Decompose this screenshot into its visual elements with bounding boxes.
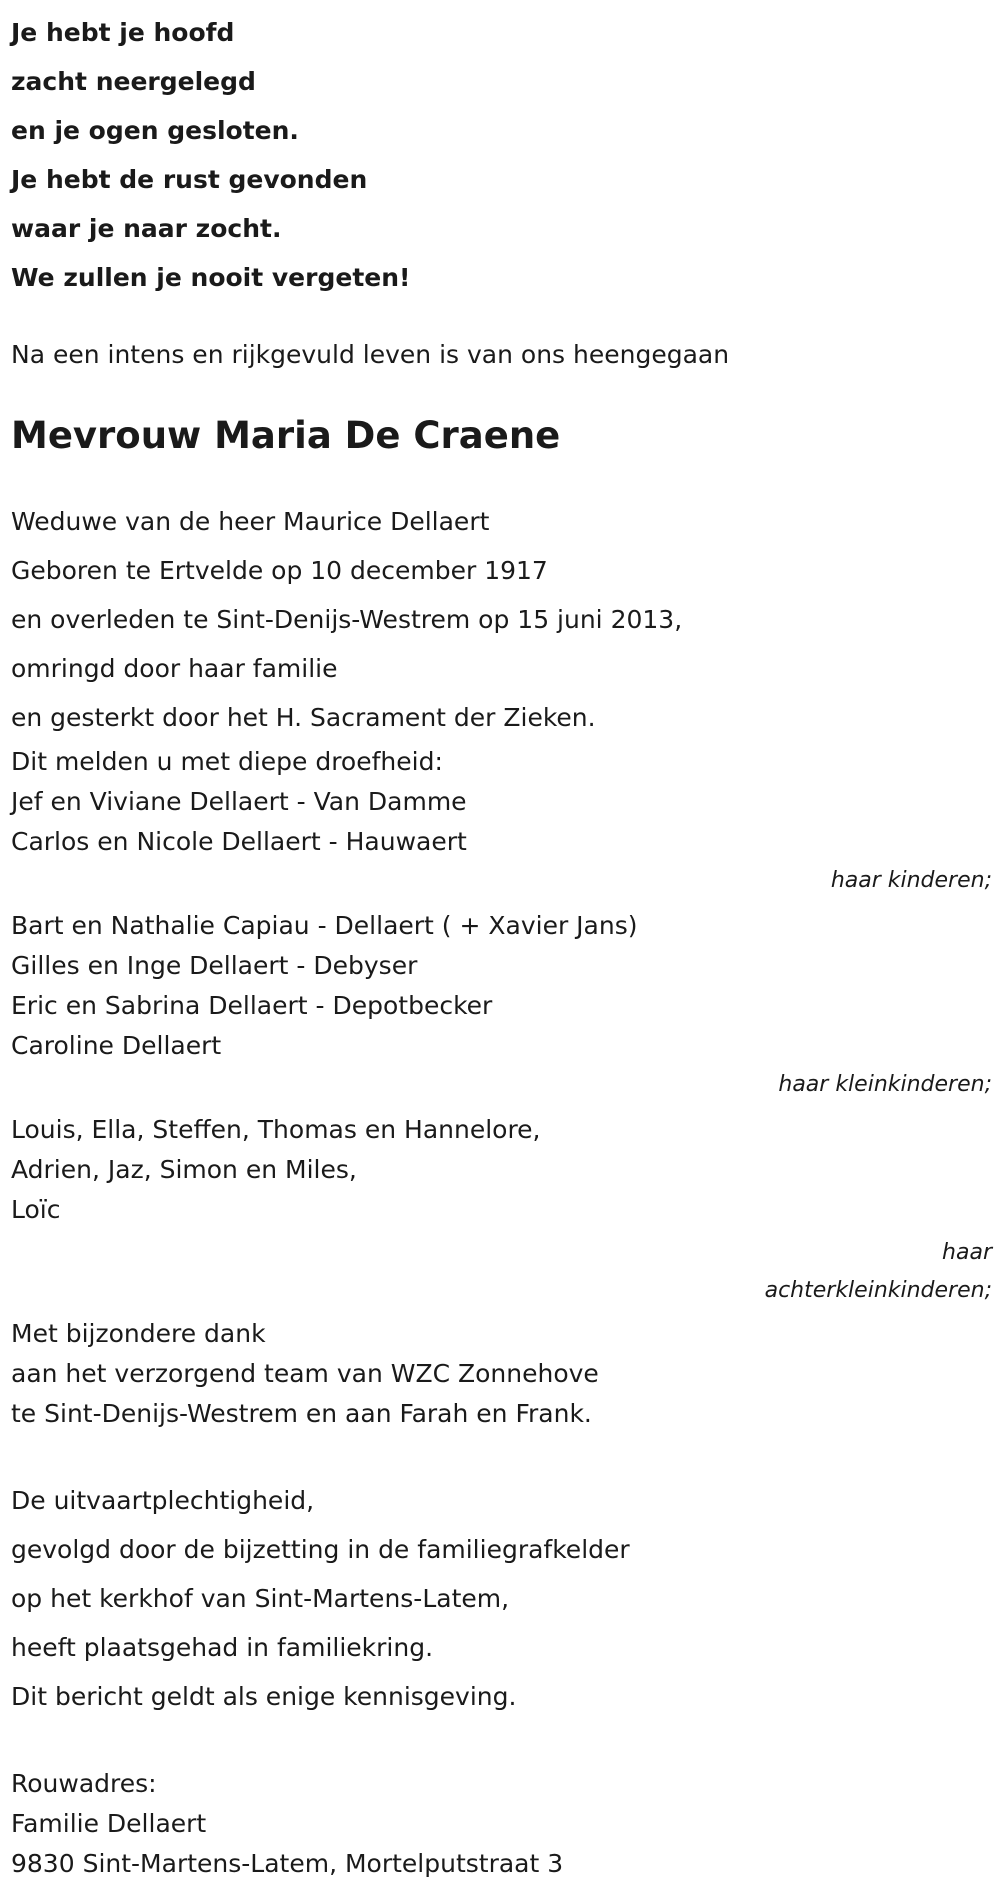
- grandchildren-role-label: haar kleinkinderen;: [778, 1072, 992, 1097]
- great-grandchild-names: Loïc: [11, 1195, 61, 1224]
- acknowledgements: [11, 1314, 996, 1434]
- great-grandchild-names: Louis, Ella, Steffen, Thomas en Hannelore,: [11, 1115, 541, 1144]
- mourning-address: [11, 1764, 996, 1884]
- address-line: 9830 Sint-Martens-Latem, Mortelputstraat 3: [11, 1849, 564, 1878]
- poem-line: Je hebt de rust gevonden: [11, 165, 368, 194]
- child-name: Carlos en Nicole Dellaert - Hauwaert: [11, 827, 467, 856]
- poem-line: Je hebt je hoofd: [11, 18, 235, 47]
- grandchildren-group: [11, 906, 996, 1104]
- address-line: Rouwadres:: [11, 1769, 157, 1798]
- poem-line: We zullen je nooit vergeten!: [11, 263, 411, 292]
- funeral-line: heeft plaatsgehad in familiekring.: [11, 1633, 434, 1662]
- grandchild-name: Gilles en Inge Dellaert - Debyser: [11, 951, 418, 980]
- biography: [11, 497, 996, 742]
- poem-line: en je ogen gesloten.: [11, 116, 299, 145]
- children-role-label: haar kinderen;: [830, 868, 992, 893]
- children-group: [11, 742, 996, 900]
- thanks-line: aan het verzorgend team van WZC Zonnehove: [11, 1359, 599, 1388]
- memorial-poem: [11, 8, 996, 302]
- bio-line: Geboren te Ertvelde op 10 december 1917: [11, 556, 548, 585]
- poem-line: waar je naar zocht.: [11, 214, 282, 243]
- intro-text: Na een intens en rijkgevuld leven is van ons heengegaan: [11, 340, 730, 369]
- grandchild-name: Bart en Nathalie Capiau - Dellaert ( + Xavier Jans): [11, 911, 638, 940]
- great-grandchildren-group: [11, 1110, 996, 1310]
- funeral-line: op het kerkhof van Sint-Martens-Latem,: [11, 1584, 510, 1613]
- great-grandchild-names: Adrien, Jaz, Simon en Miles,: [11, 1155, 357, 1184]
- bio-line: en gesterkt door het H. Sacrament der Zieken.: [11, 703, 596, 732]
- thanks-line: Met bijzondere dank: [11, 1319, 266, 1348]
- grandchild-name: Eric en Sabrina Dellaert - Depotbecker: [11, 991, 493, 1020]
- child-name: Jef en Viviane Dellaert - Van Damme: [11, 787, 467, 816]
- grandchild-name: Caroline Dellaert: [11, 1031, 222, 1060]
- bio-line: en overleden te Sint-Denijs-Westrem op 15 juni 2013,: [11, 605, 683, 634]
- funeral-line: De uitvaartplechtigheid,: [11, 1486, 315, 1515]
- funeral-line: gevolgd door de bijzetting in de familiegrafkelder: [11, 1535, 630, 1564]
- great-grandchildren-role-label-1: haar: [942, 1240, 992, 1265]
- announcement-text: Dit melden u met diepe droefheid:: [11, 747, 443, 776]
- bio-line: Weduwe van de heer Maurice Dellaert: [11, 507, 490, 536]
- great-grandchildren-role-label-2: achterkleinkinderen;: [764, 1278, 992, 1303]
- bio-line: omringd door haar familie: [11, 654, 338, 683]
- thanks-line: te Sint-Denijs-Westrem en aan Farah en Frank.: [11, 1399, 592, 1428]
- funeral-info: [11, 1476, 996, 1721]
- poem-line: zacht neergelegd: [11, 67, 256, 96]
- deceased-name: Mevrouw Maria De Craene: [11, 414, 561, 457]
- funeral-line: Dit bericht geldt als enige kennisgeving.: [11, 1682, 517, 1711]
- obituary-notice: [11, 0, 996, 1884]
- address-line: Familie Dellaert: [11, 1809, 207, 1838]
